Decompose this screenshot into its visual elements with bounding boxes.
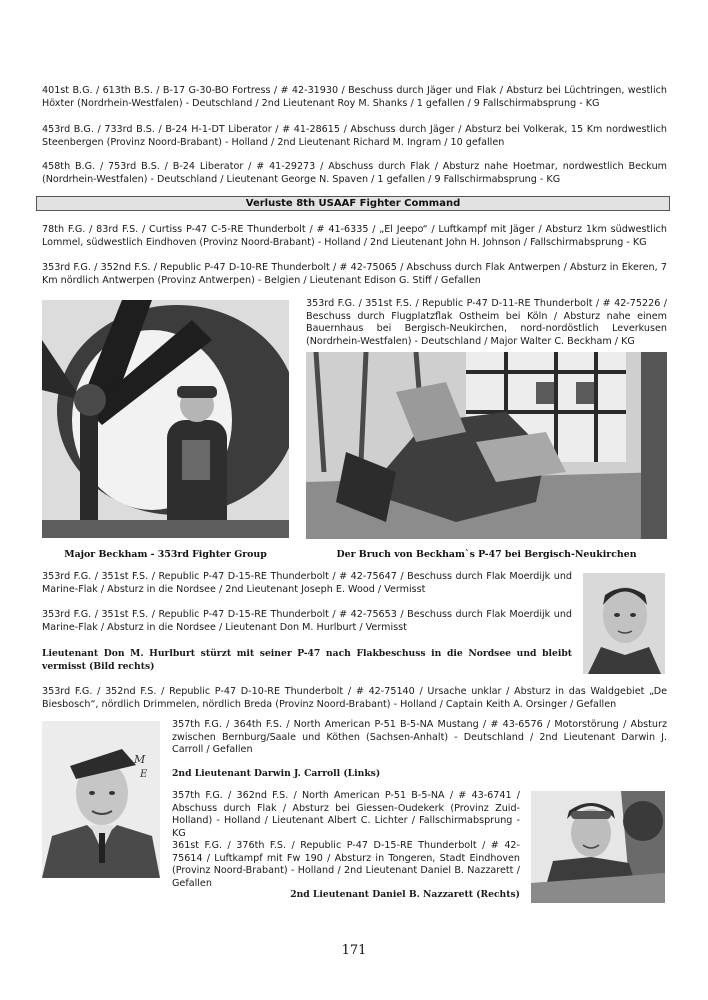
- photo-nazzarett-cockpit: [531, 791, 665, 903]
- entry-stiff: 353rd F.G. / 352nd F.S. / Republic P-47 D-10-RE Thunderbolt / # 42-75065 / Abschuss durch Flak Antwerpen / Absturz in Ekeren, 7 Km nördlich Antwerpen (Provinz Antwerpen) - Belgien / Lieutenant Edison G. Stiff / Gefallen: [42, 262, 667, 286]
- svg-text:E: E: [140, 769, 148, 780]
- entry-johnson: 78th F.G. / 83rd F.S. / Curtiss P-47 C-5-RE Thunderbolt / # 41-6335 / „El Jeepo“ / Luftkampf mit Jäger / Absturz 1km südwestlich Lommel, südwestlich Eindhoven (Provinz Noord-Brabant) - Holland / 2nd Lieutenant John H. Johnson / Fallschirmabsprung - KG: [42, 224, 667, 248]
- beckham-photo-illustration: [42, 300, 289, 538]
- photo-beckham-wreck: [306, 352, 667, 539]
- entry-hurlburt: 353rd F.G. / 351st F.S. / Republic P-47 D-15-RE Thunderbolt / # 42-75653 / Beschuss durch Flak Moerdijk und Marine-Flak / Absturz in die Nordsee / Lieutenant Don M. Hurlburt / Vermisst: [42, 609, 572, 633]
- entry-beckham: 353rd F.G. / 351st F.S. / Republic P-47 D-11-RE Thunderbolt / # 42-75226 / Beschuss durch Flugplatzflak Ostheim bei Köln / Absturz nahe einem Bauernhaus bei Bergisch-Neukirchen, nord-nordöstlich Leverkusen (Nordrhein-Westfalen) - Deutschland / Major Walter C. Beckham / KG: [306, 298, 667, 347]
- nazzarett-photo-illustration: [531, 791, 665, 903]
- entry-spaven: 458th B.G. / 753rd B.S. / B-24 Liberator / # 41-29273 / Abschuss durch Flak / Absturz nahe Hoetmar, nordwestlich Beckum (Nordrhein-Westfalen) - Deutschland / Lieutenant George N. Spaven / 1 gefallen / 9 Fallschirmabsprung - KG: [42, 161, 667, 185]
- section-heading-fighter-command: Verluste 8th USAAF Fighter Command: [36, 196, 670, 211]
- wreck-photo-illustration: [306, 352, 667, 539]
- photo-hurlburt-portrait: [583, 573, 665, 674]
- page-number: 171: [341, 943, 367, 958]
- entry-wood: 353rd F.G. / 351st F.S. / Republic P-47 D-15-RE Thunderbolt / # 42-75647 / Beschuss durch Flak Moerdijk und Marine-Flak / Absturz in die Nordsee / 2nd Lieutenant Joseph E. Wood / Vermisst: [42, 571, 572, 595]
- entry-carroll: 357th F.G. / 364th F.S. / North American P-51 B-5-NA Mustang / # 43-6576 / Motorstörung / Absturz zwischen Bernburg/Saale und Köthen (Sachsen-Anhalt) - Deutschland / 2nd Lieutenant Darwin J. Carroll / Gefallen: [172, 719, 667, 756]
- caption-nazzarett: 2nd Lieutenant Daniel B. Nazzarett (Rechts): [290, 889, 520, 900]
- entry-ingram: 453rd B.G. / 733rd B.S. / B-24 H-1-DT Liberator / # 41-28615 / Abschuss durch Jäger / Absturz bei Volkerak, 15 Km nordwestlich Steenbergen (Provinz Noord-Brabant) - Holland / 2nd Lieutenant Richard M. Ingram / 10 gefallen: [42, 124, 667, 148]
- svg-text:M: M: [134, 753, 146, 766]
- entry-shanks: 401st B.G. / 613th B.S. / B-17 G-30-BO Fortress / # 42-31930 / Beschuss durch Jäger und Flak / Absturz bei Lüchtringen, westlich Höxter (Nordrhein-Westfalen) - Deutschland / 2nd Lieutenant Roy M. Shanks / 1 gefallen / 9 Fallschirmabsprung - KG: [42, 85, 667, 109]
- photo-major-beckham: [42, 300, 289, 538]
- entry-orsinger: 353rd F.G. / 352nd F.S. / Republic P-47 D-10-RE Thunderbolt / # 42-75140 / Ursache unklar / Absturz in das Waldgebiet „De Biesbosch“, nördlich Drimmelen, nördlich Breda (Provinz Noord-Brabant) - Holland / Captain Keith A. Orsinger / Gefallen: [42, 686, 667, 710]
- photo-carroll-portrait: [42, 721, 160, 878]
- caption-hurlburt: Lieutenant Don M. Hurlburt stürzt mit seiner P-47 nach Flakbeschuss in die Nordsee und bleibt vermisst (Bild rechts): [42, 648, 572, 672]
- caption-beckham-wreck: Der Bruch von Beckham`s P-47 bei Bergisch-Neukirchen: [336, 549, 637, 560]
- caption-major-beckham: Major Beckham - 353rd Fighter Group: [64, 549, 267, 560]
- entry-nazzarett: 361st F.G. / 376th F.S. / Republic P-47 D-15-RE Thunderbolt / # 42-75614 / Luftkampf mit Fw 190 / Absturz in Tongeren, Stadt Eindhoven (Provinz Noord-Brabant) - Holland / 2nd Lieutenant Daniel B. Nazzarett / Gefallen: [172, 840, 520, 889]
- carroll-portrait-illustration: [42, 721, 160, 878]
- hurlburt-portrait-illustration: [583, 573, 665, 674]
- caption-carroll: 2nd Lieutenant Darwin J. Carroll (Links): [172, 768, 381, 779]
- entry-lichter: 357th F.G. / 362nd F.S. / North American P-51 B-5-NA / # 43-6741 / Abschuss durch Flak / Absturz bei Giessen-Oudekerk (Provinz Zuid-Holland) - Holland / Lieutenant Albert C. Lichter / Fallschirmabsprung - KG: [172, 790, 520, 839]
